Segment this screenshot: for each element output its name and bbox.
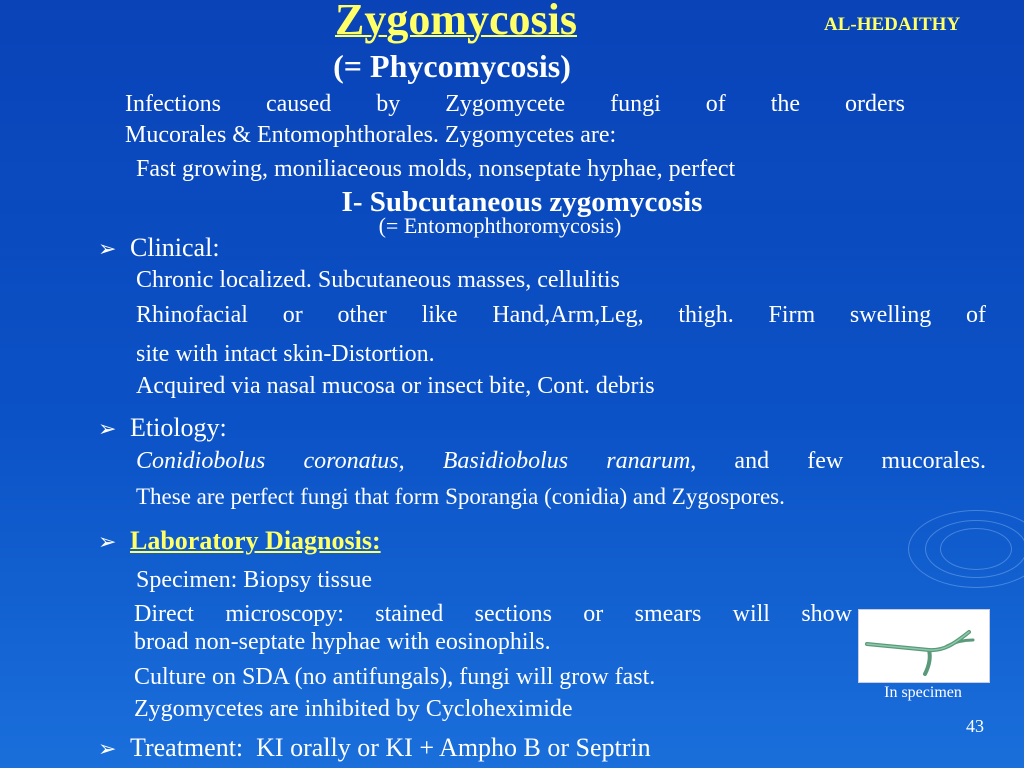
intro-line-2: Mucorales & Entomophthorales. Zygomycetes are: <box>125 122 617 148</box>
arrow-bullet-icon: ➢ <box>98 237 117 262</box>
hyphae-image <box>859 610 989 682</box>
lab-line-2: Direct microscopy: stained sections or smears will show <box>134 601 852 627</box>
lab-line-3: broad non-septate hyphae with eosinophils. <box>134 629 551 655</box>
hyphae-micrograph <box>858 609 990 683</box>
clinical-label: Clinical: <box>130 233 220 262</box>
slide-title: Zygomycosis <box>335 0 577 44</box>
page-number: 43 <box>966 716 984 736</box>
clinical-line-2: Rhinofacial or other like Hand,Arm,Leg, thigh. Firm swelling of <box>136 302 986 328</box>
lab-line-1: Specimen: Biopsy tissue <box>136 567 372 593</box>
arrow-bullet-icon: ➢ <box>98 417 117 442</box>
treatment-bullet <box>98 733 651 765</box>
figure-caption: In specimen <box>884 684 962 701</box>
intro-line-1: Infections caused by Zygomycete fungi of the orders <box>125 91 905 117</box>
section-heading: I- Subcutaneous zygomycosis <box>341 186 703 218</box>
arrow-bullet-icon: ➢ <box>98 737 117 762</box>
etiology-bullet <box>98 413 227 445</box>
lab-line-5: Zygomycetes are inhibited by Cycloheximide <box>134 696 573 722</box>
treatment-label: Treatment: <box>130 733 244 762</box>
clinical-line-3: site with intact skin-Distortion. <box>136 341 435 367</box>
slide-subtitle: (= Phycomycosis) <box>333 48 571 84</box>
etiology-line-1 <box>136 447 986 475</box>
lab-line-4: Culture on SDA (no antifungals), fungi will grow fast. <box>134 664 656 690</box>
arrow-bullet-icon: ➢ <box>98 530 117 555</box>
section-subheading: (= Entomophthoromycosis) <box>378 213 622 238</box>
etiology-species: Conidiobolus coronatus, Basidiobolus ranarum <box>136 448 691 474</box>
clinical-bullet <box>98 233 220 265</box>
author-label: AL-HEDAITHY <box>824 14 961 35</box>
etiology-line-1-rest: , and few mucorales. <box>690 448 986 474</box>
intro-line-3: Fast growing, moniliaceous molds, nonseptate hyphae, perfect <box>136 156 736 182</box>
lab-bullet <box>98 526 381 558</box>
lab-diagnosis-link[interactable]: Laboratory Diagnosis: <box>130 526 381 555</box>
etiology-label: Etiology: <box>130 413 227 442</box>
clinical-line-4: Acquired via nasal mucosa or insect bite, Cont. debris <box>136 373 655 399</box>
clinical-line-1: Chronic localized. Subcutaneous masses, cellulitis <box>136 267 620 293</box>
etiology-line-2: These are perfect fungi that form Sporangia (conidia) and Zygospores. <box>136 484 785 509</box>
treatment-text: KI orally or KI + Ampho B or Septrin <box>256 733 651 762</box>
